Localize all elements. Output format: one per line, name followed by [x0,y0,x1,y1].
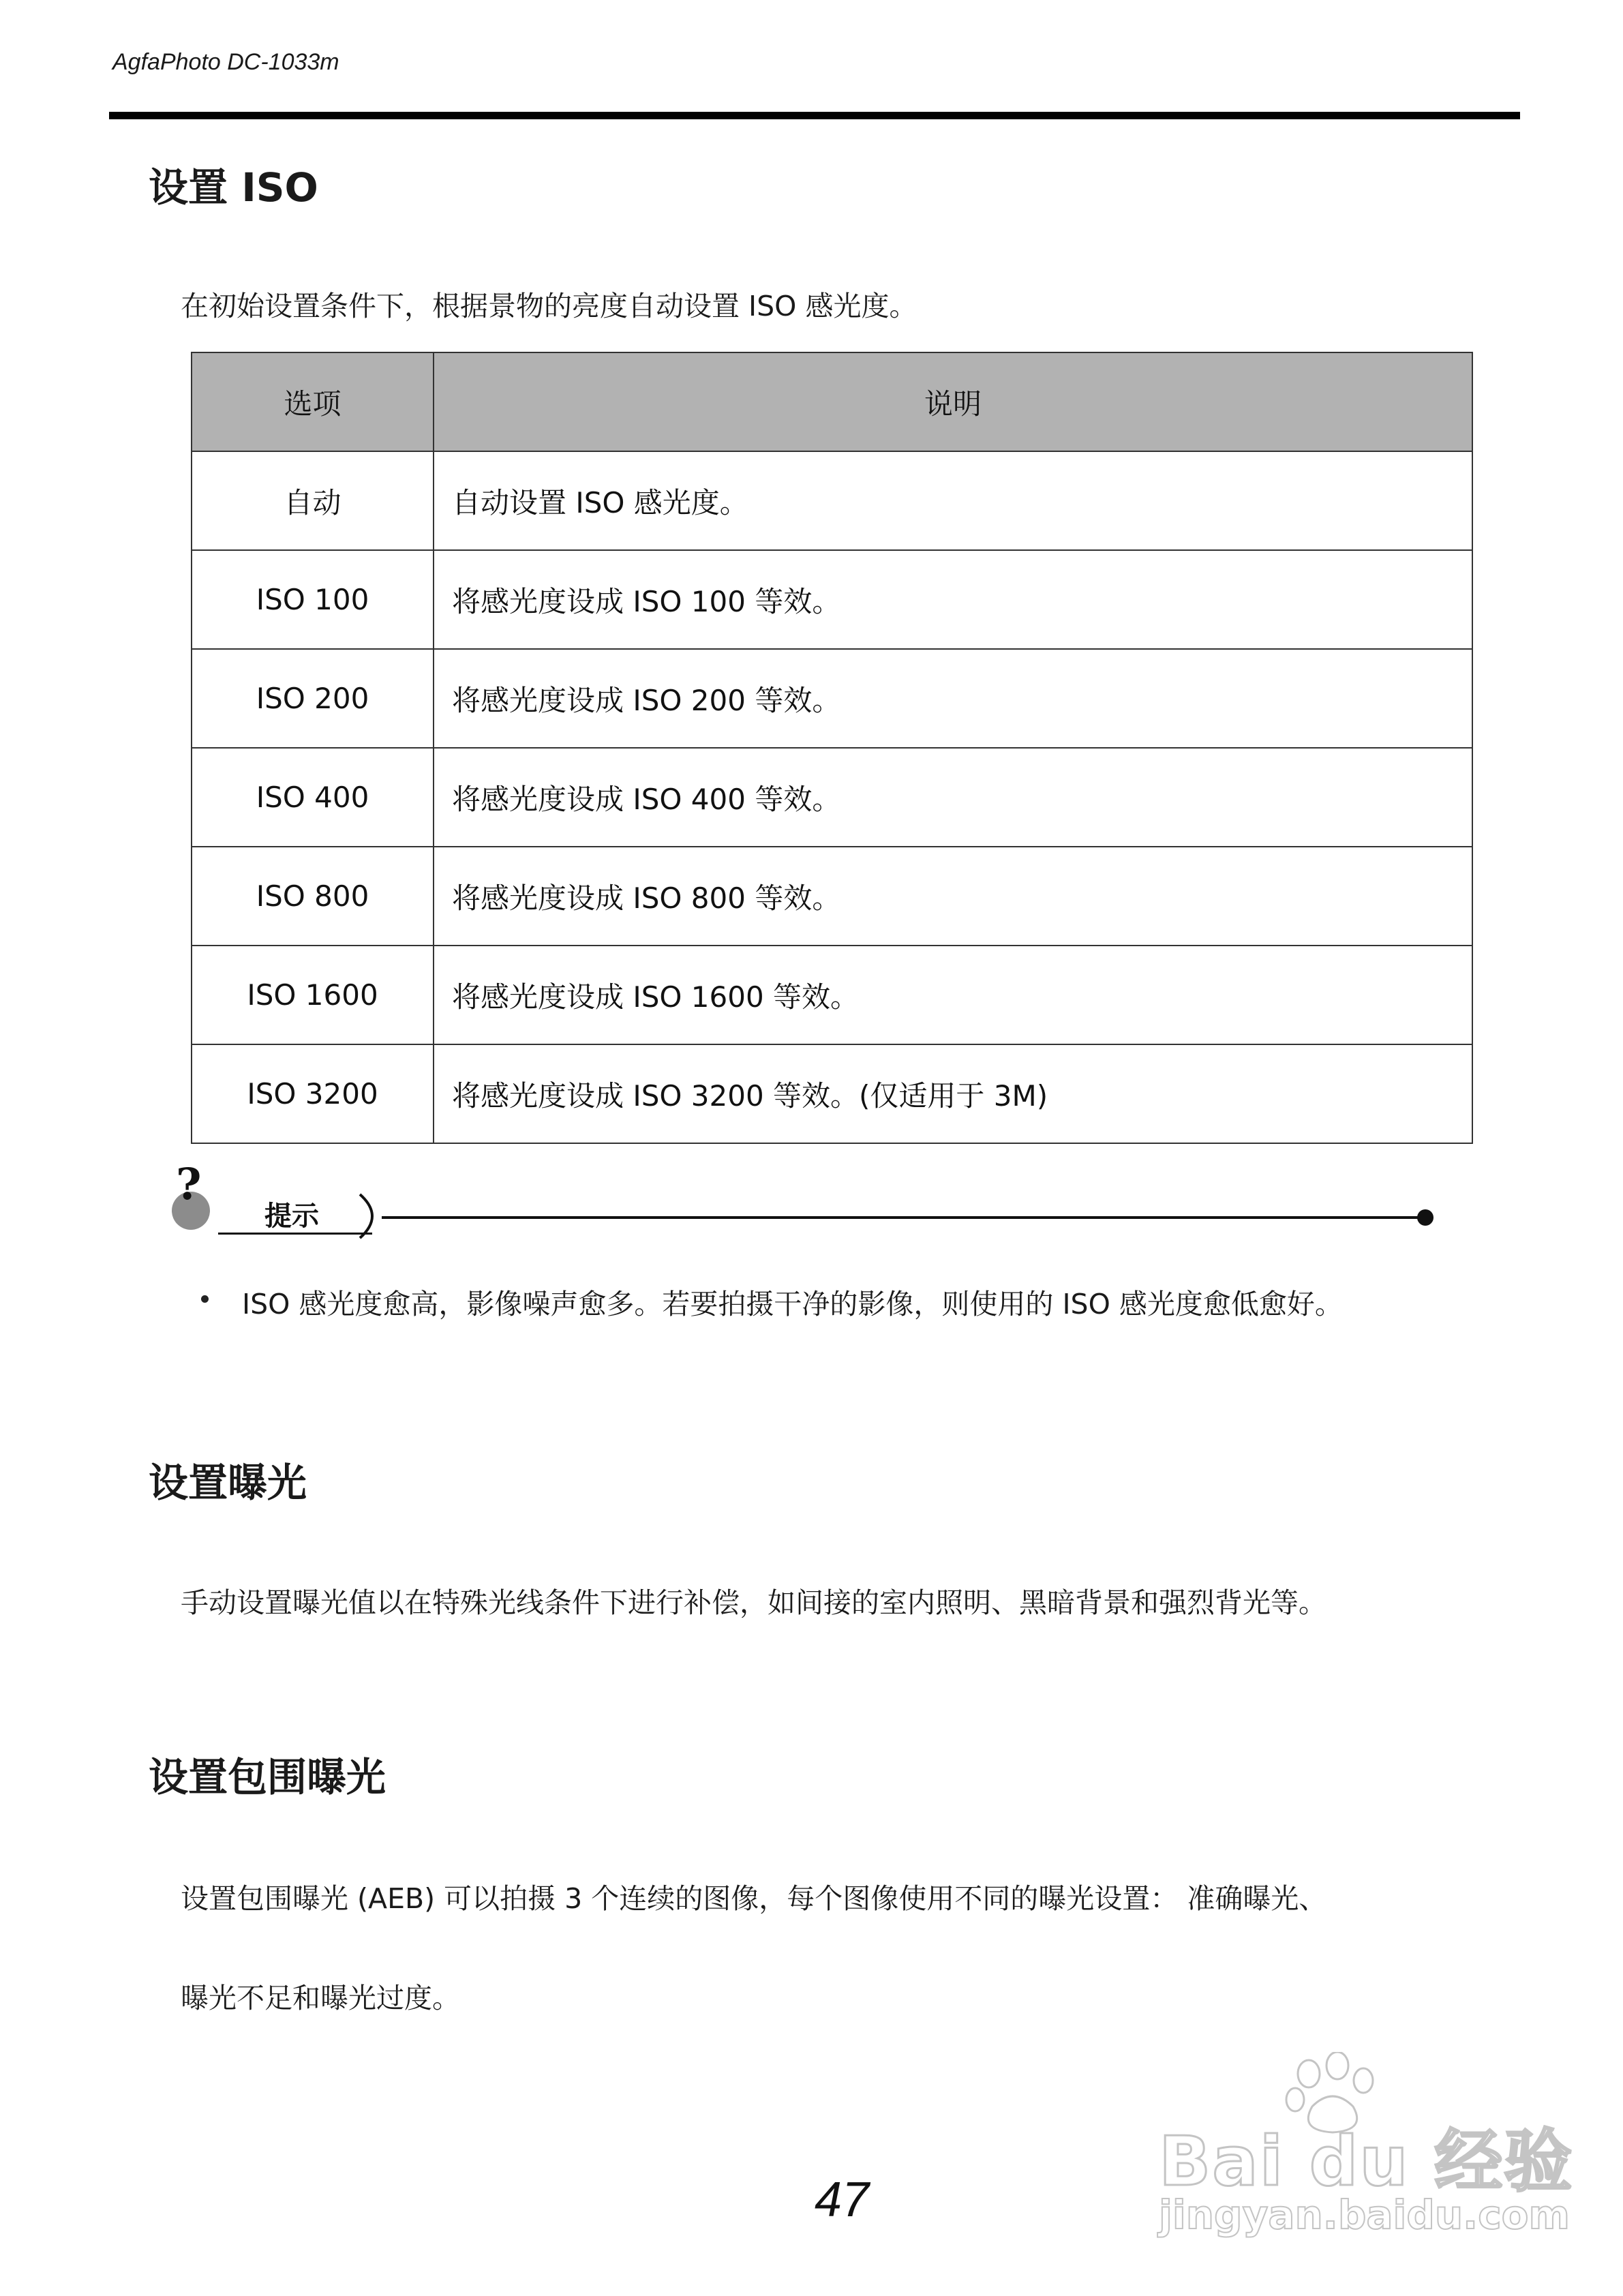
table-header-option: 选项 [192,352,434,451]
table-cell-description: 将感光度设成 ISO 800 等效。 [434,847,1472,946]
table-header-description: 说明 [434,352,1472,451]
section-title-iso: 设置 ISO [149,164,318,211]
tip-bullet-text: ISO 感光度愈高，影像噪声愈多。若要拍摄干净的影像，则使用的 ISO 感光度愈低愈好。 [242,1288,1343,1320]
iso-intro-text: 在初始设置条件下，根据景物的亮度自动设置 ISO 感光度。 [181,290,917,322]
tip-underline [218,1233,372,1235]
baidu-jingyan-watermark-logo: Bai du 经验 [1159,2121,1574,2201]
table-cell-option: ISO 1600 [192,946,434,1044]
table-cell-description: 将感光度设成 ISO 100 等效。 [434,550,1472,649]
table-cell-description: 将感光度设成 ISO 400 等效。 [434,748,1472,847]
table-cell-description: 将感光度设成 ISO 3200 等效。(仅适用于 3M) [434,1044,1472,1143]
page-number: 47 [815,2173,870,2227]
tip-label: 提示 [264,1200,319,1232]
table-cell-description: 自动设置 ISO 感光度。 [434,451,1472,550]
aeb-text-line1: 设置包围曝光 (AEB) 可以拍摄 3 个连续的图像，每个图像使用不同的曝光设置： 准确曝光、 [181,1882,1327,1915]
table-cell-description: 将感光度设成 ISO 200 等效。 [434,649,1472,748]
table-row [192,1044,1472,1143]
document-header-title: AgfaPhoto DC-1033m [112,49,339,75]
table-row [192,847,1472,946]
iso-options-table [191,352,1473,1144]
table-row [192,550,1472,649]
table-header-row [192,352,1472,451]
table-cell-option: 自动 [192,451,434,550]
table-row [192,451,1472,550]
table-row [192,649,1472,748]
bullet-icon [201,1295,209,1303]
table-cell-option: ISO 3200 [192,1044,434,1143]
exposure-text: 手动设置曝光值以在特殊光线条件下进行补偿，如间接的室内照明、黑暗背景和强烈背光等。 [181,1586,1326,1619]
table-row [192,946,1472,1044]
tip-divider-line [382,1216,1423,1219]
table-cell-option: ISO 100 [192,550,434,649]
section-title-exposure: 设置曝光 [149,1460,307,1506]
aeb-text-line2: 曝光不足和曝光过度。 [181,1982,460,2014]
header-rule [109,112,1520,119]
table-cell-option: ISO 200 [192,649,434,748]
table-cell-option: ISO 400 [192,748,434,847]
question-mark-icon: ? [176,1159,202,1210]
table-cell-description: 将感光度设成 ISO 1600 等效。 [434,946,1472,1044]
tip-line-end-dot [1417,1209,1434,1226]
watermark-url: jingyan.baidu.com [1159,2192,1570,2238]
section-title-aeb: 设置包围曝光 [149,1754,386,1800]
table-row [192,748,1472,847]
table-cell-option: ISO 800 [192,847,434,946]
